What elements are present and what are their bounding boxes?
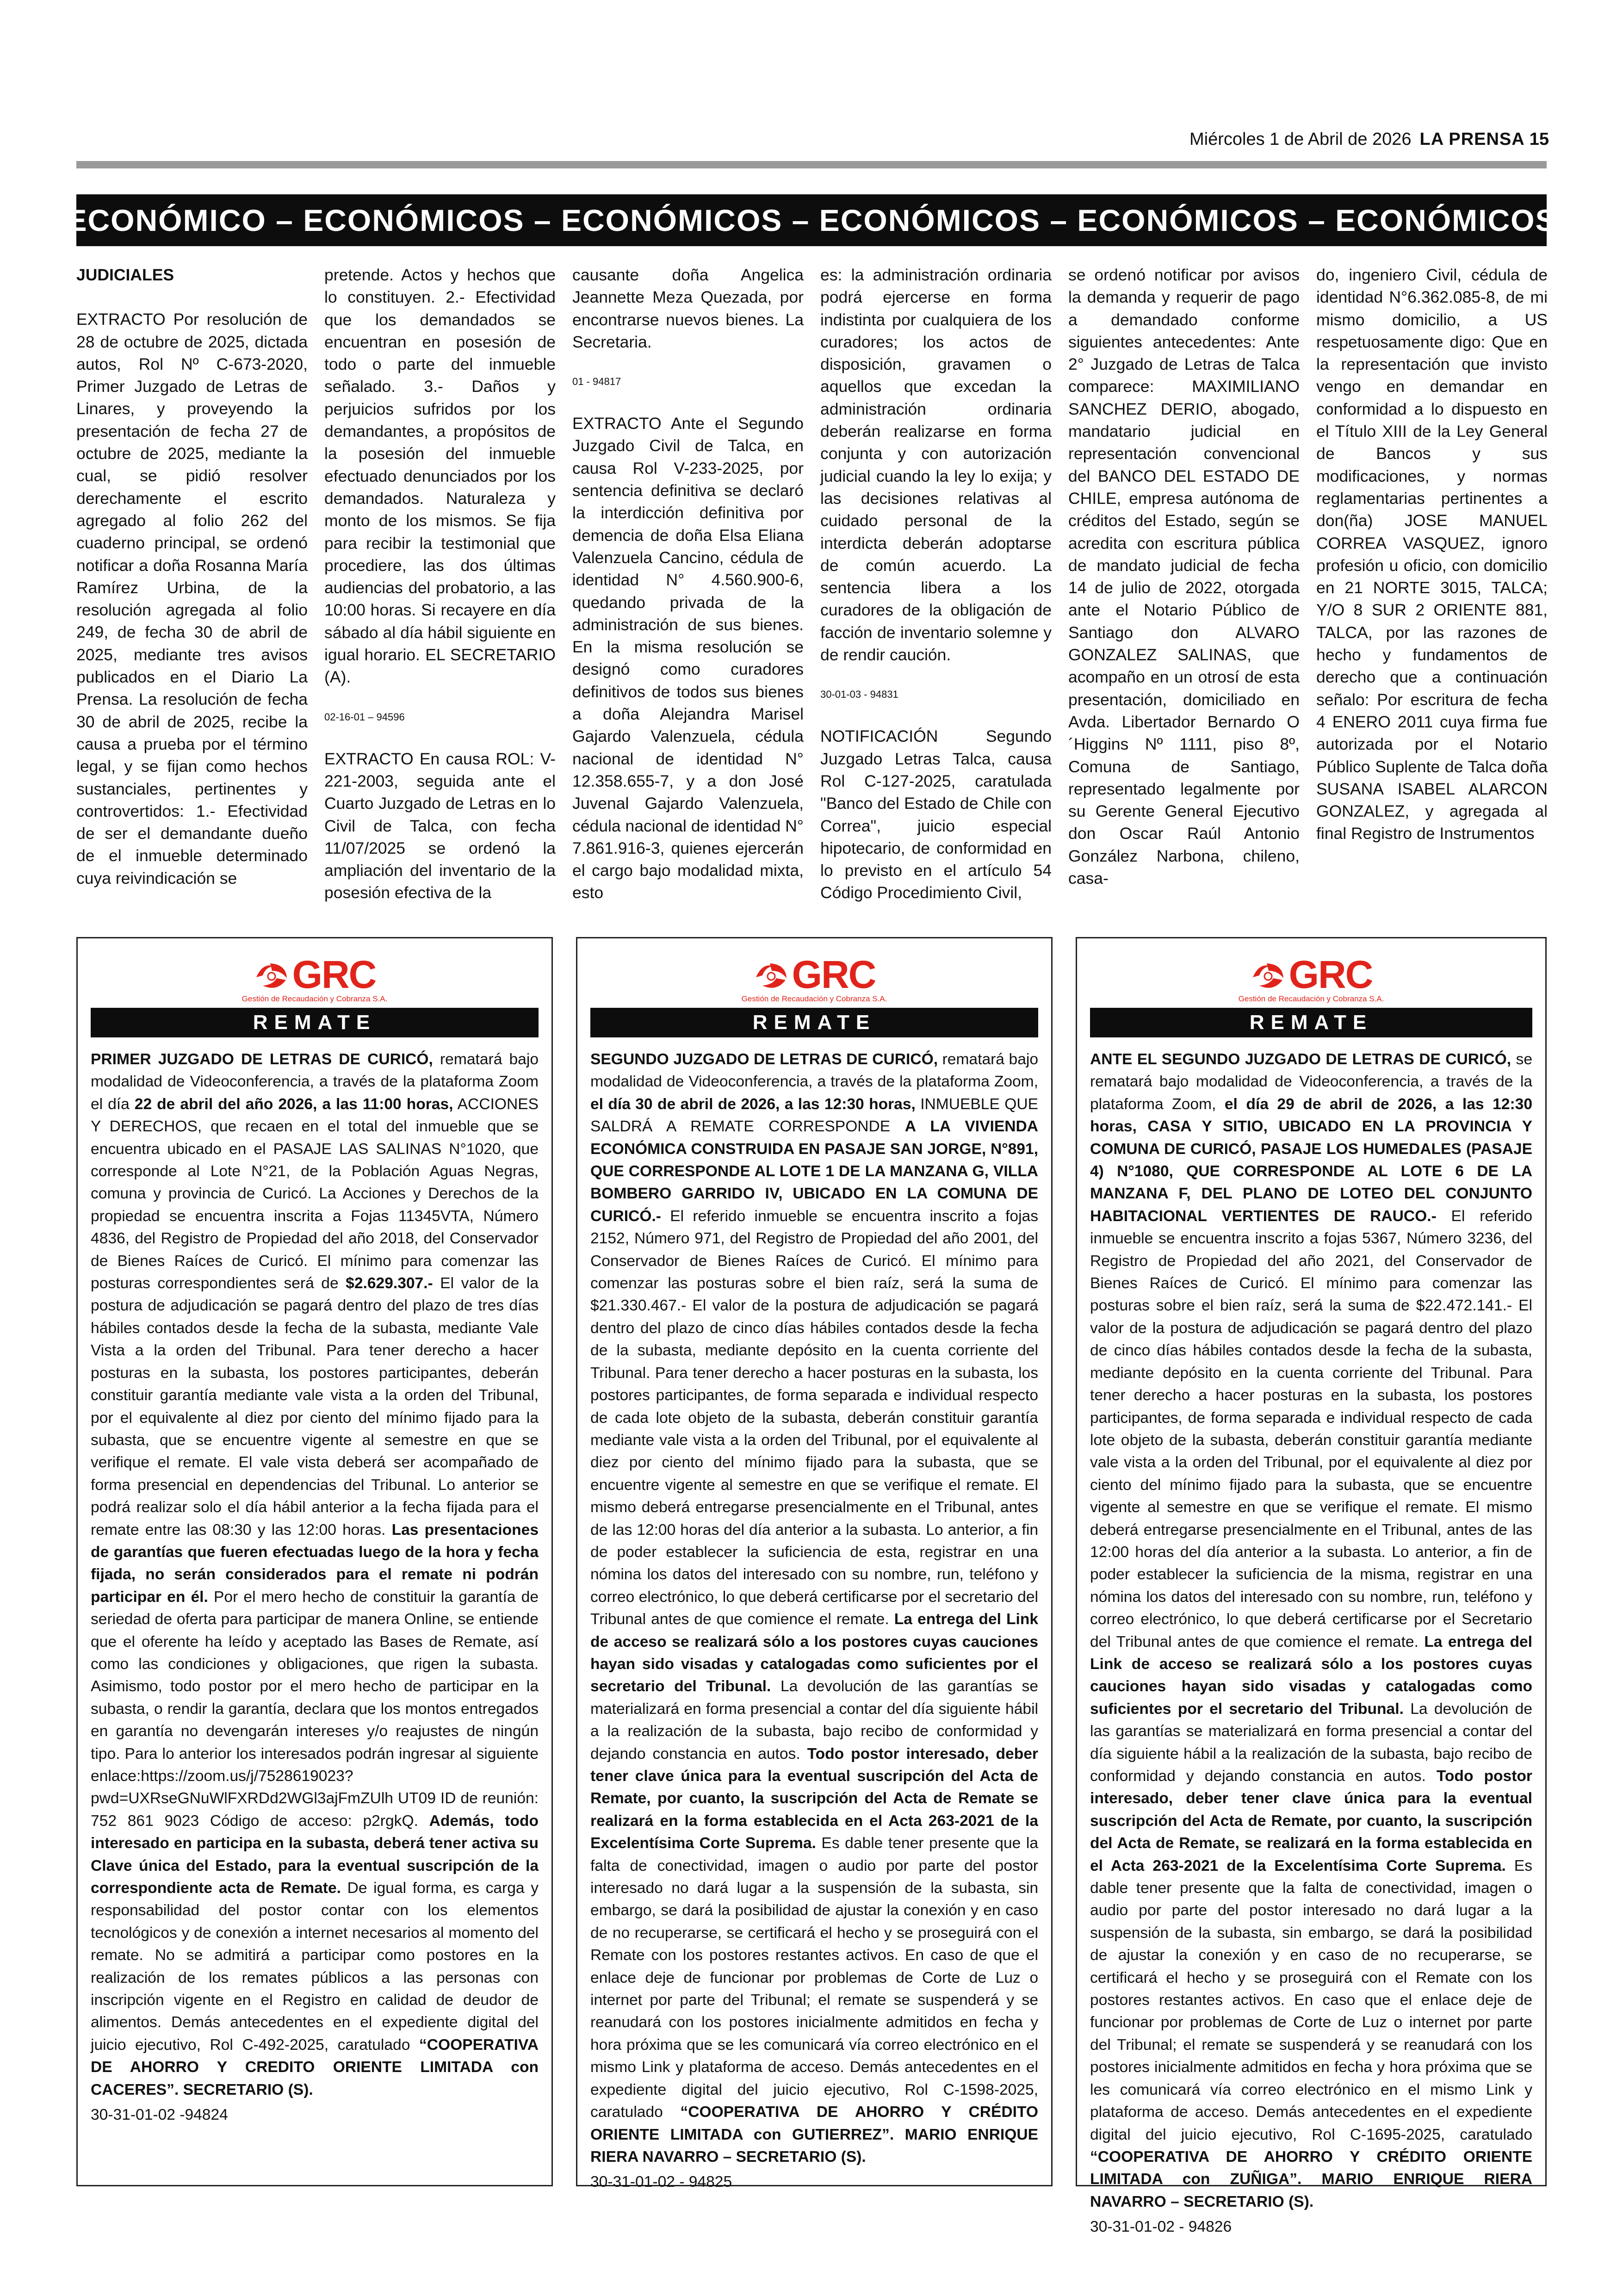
ad-text-bold: ANTE EL SEGUNDO JUZGADO DE LETRAS DE CURICÓ, [1090,1051,1511,1068]
remate-heading: REMATE [590,1008,1038,1037]
column-4 [820,264,1052,902]
ad-code: 30-31-01-02 - 94825 [590,2173,732,2191]
ad-text: se rematará bajo modalidad de Videoconferencia, a través de la plataforma Zoom, [1090,1051,1532,1113]
logo-wordmark: GRC [792,953,876,996]
logo-tagline: Gestión de Recaudación y Cobranza S.A. [242,994,388,1003]
ad-body [91,1049,539,2127]
notice-text: pretende. Actos y hechos que lo constituyen. 2.- Efectividad que los demandados se encuentran en posesión de todo o parte del inmueble señalado. 3.- Daños y perjuicios sufridos por los demandantes, a propósitos de la posesión del inmueble efectuado denunciados por los demandados. Naturaleza y monto de los mismos. Se fija para recibir la testimonial que procediere, las dos últimas audiencias del probatorio, a las 10:00 horas. Si recayere en día sábado al día hábil siguiente en igual horario. EL SECRETARIO (A). [324,266,556,687]
ad-text-bold: Todo postor interesado, deber tener clave única para la eventual suscripción del Acta de Remate, por cuanto, la suscripción del Acta de Remate se realizará en la forma establecida en el Acta 263-2021 de la Excelentísima Corte Suprema. [590,1745,1038,1852]
notice-text: causante doña Angelica Jeannette Meza Quezada, por encontrarse nuevos bienes. La Secretaria. [572,266,804,351]
ad-text: El referido inmueble se encuentra inscrito a fojas 2152, Número 971, del Registro de Propiedad del año 2001, del Conservador de Bienes Raíces de Curicó. El mínimo para comenzar las posturas sobre el bien raíz, será la suma de $21.330.467.- El valor de la postura de adjudicación se pagará dentro del plazo de cinco días hábiles contados desde la fecha de la subasta, mediante depósito en la cuenta corriente del Tribunal. Para tener derecho a hacer posturas en la subasta, los postores participantes, de forma separada e individual respecto de cada lote objeto de la subasta, deberán constituir garantía mediante vale vista a la orden del Tribunal, por el equivalente al diez por ciento del mínimo fijado para la subasta, que se encuentre vigente al semestre en que se verifique el remate. El mismo deberá entregarse presencialmente en el Tribunal, antes de las 12:00 horas del día anterior a la subasta. Lo anterior, a fin de poder establecer la suficiencia de esta, registrar en una nómina los datos del interesado con su nombre, run, teléfono y correo electrónico, lo que deberá certificarse por el secretario del Tribunal antes de que comience el remate. [590,1207,1038,1628]
ad-body [1090,1049,1532,2239]
column-3 [572,264,804,902]
ad-text-bold: Además, todo interesado en participa en la subasta, deberá tener activa su Clave única del Estado, para la eventual suscripción de la correspondiente acta de Remate. [91,1812,539,1897]
issue-date: Miércoles 1 de Abril de 2026 [1189,130,1412,149]
ad-text-bold: Todo postor interesado, deber tener clave única para la eventual suscripción del Acta de Remate, por cuanto, la suscripción del Acta de Remate, se realizará en la forma establecida en el Acta 263-2021 de la Excelentísima Corte Suprema. [1090,1768,1532,1874]
notice-code: 02-16-01 – 94596 [324,711,405,723]
remate-ad-3 [1076,937,1547,2236]
ad-text: El valor de la postura de adjudicación se pagará dentro del plazo de tres días hábiles contados desde la fecha de la subasta, mediante Vale Vista a la orden del Tribunal. Para tener derecho a hacer posturas en la subasta, los postores participantes, deberán constituir garantía mediante vale vista a la orden del Tribunal, por el equivalente al diez por ciento del mínimo fijado para la subasta, que se encuentre vigente al semestre en que se verifique el remate. El vale vista deberá ser acompañado de forma presencial en dependencias del Tribunal. Lo anterior se podrá realizar solo el día hábil anterior a la fecha fijada para el remate entre las 08:30 y las 12:00 horas. [91,1275,539,1539]
ad-text-bold: La entrega del Link de acceso se realizará sólo a los postores cuyas cauciones hayan sido visadas y catalogadas como suficientes por el secretario del Tribunal. [1090,1633,1532,1718]
ad-text: ACCIONES Y DERECHOS, que recaen en el total del inmueble que se encuentra ubicado en el PASAJE LAS SALINAS N°1020, que corresponde al Lote N°21, de la Población Aguas Negras, comuna y provincia de Curicó. La Acciones y Derechos de la propiedad se encuentra inscrita a Fojas 11345VTA, Número 4836, del Registro de Propiedad del año 2018, del Conservador de Bienes Raíces de Curicó. El mínimo para comenzar las posturas correspondientes será de [91,1095,539,1292]
ad-text: rematará bajo modalidad de Videoconferencia, a través de la plataforma Zoom el día [91,1051,539,1113]
ad-text: Es dable tener presente que la falta de conectividad, imagen o audio por parte del postor interesado no dará lugar a la suspensión de la subasta, sin embargo, se dará la posibilidad de ajustar la conexión y en caso de no recuperarse, se certificará el hecho y se proseguirá con el Remate con los postores restantes activos. En caso que el enlace deje de funcionar por problemas de Corte de Luz o internet por parte del Tribunal; el remate se suspenderá y se reanudará con los postores inicialmente admitidos en fecha y hora próxima que se les comunicará vía correo electrónico en el mismo Link y plataforma de acceso. Demás antecedentes en el expediente digital del juicio ejecutivo, Rol C-1695-2025, caratulado [1090,1857,1532,2143]
page-header [1189,130,1549,149]
notice-text: NOTIFICACIÓN Segundo Juzgado Letras Talca, causa Rol C-127-2025, caratulada "Banco del Estado de Chile con Correa", juicio especial hipotecario, de conformidad en lo previsto en el artículo 54 Código Procedimiento Civil, [820,727,1052,902]
section-title: JUDICIALES [76,266,174,284]
notice-text: EXTRACTO Por resolución de 28 de octubre de 2025, dictada autos, Rol Nº C-673-2020, Primer Juzgado de Letras de Linares, y proveyendo la presentación de fecha 27 de octubre de 2025, mediante la cual, se pidió resolver derechamente el escrito agregado al folio 262 del cuaderno principal, se ordenó notificar a doña Rosanna María Ramírez Urbina, de la resolución agregada al folio 249, de fecha 30 de abril de 2025, mediante tres avisos publicados en el Diario La Prensa. La resolución de fecha 30 de abril de 2025, recibe la causa a prueba por el término legal, y se fijan como hechos sustanciales, pertinentes y controvertidos: 1.- Efectividad de ser el demandante dueño de el inmueble determinado cuya reivindicación se [76,310,308,887]
remate-heading: REMATE [1090,1008,1532,1037]
ad-text-bold: SEGUNDO JUZGADO DE LETRAS DE CURICÓ, [590,1051,938,1068]
remate-ad-2 [576,937,1053,2191]
ad-text-bold: $2.629.307.- [346,1275,433,1292]
ad-text-bold: el día 30 de abril de 2026, a las 12:30 horas, [590,1095,916,1113]
ad-text-bold: A LA VIVIENDA ECONÓMICA CONSTRUIDA EN PASAJE SAN JORGE, N°891, QUE CORRESPONDE AL LOTE 1 DE LA MANZANA G, VILLA BOMBERO GARRIDO IV, UBICADO EN LA COMUNA DE CURICÓ.- [590,1118,1038,1225]
grc-logo [78,952,551,1004]
ad-text-bold: “COOPERATIVA DE AHORRO Y CRÉDITO ORIENTE LIMITADA con ZUÑIGA”. MARIO ENRIQUE RIERA NAVARRO – SECRETARIO (S). [1090,2148,1532,2210]
ad-text-bold: La entrega del Link de acceso se realizará sólo a los postores cuyas cauciones hayan sido visadas y catalogadas como suficientes por el secretario del Tribunal. [590,1611,1038,1695]
ad-text: La devolución de las garantías se materializará en forma presencial a contar del día siguiente hábil a la realización de la subasta, bajo recibo de conformidad y dejando constancia en autos. [590,1678,1038,1762]
ad-text: INMUEBLE QUE SALDRÁ A REMATE CORRESPONDE [590,1095,1039,1136]
ad-text: De igual forma, es carga y responsabilidad del postor contar con los elementos tecnológicos y de conexión a internet necesarios al momento del remate. No se admitirá a participar como postores en la realización de los remates públicos a las personas con inscripción vigente en el Registro en calidad de deudor de alimentos. Demás antecedentes en el expediente digital del juicio ejecutivo, Rol C-492-2025, caratulado [91,1880,539,2054]
ad-text-bold: “COOPERATIVA DE AHORRO Y CREDITO ORIENTE LIMITADA con CACERES”. SECRETARIO (S). [91,2036,539,2098]
section-banner: ECONÓMICO – ECONÓMICOS – ECONÓMICOS – ECONÓMICOS – ECONÓMICOS – ECONÓMICOS [76,194,1547,246]
notice-code: 01 - 94817 [572,376,621,388]
column-2 [324,264,556,902]
grc-logo [577,952,1051,1004]
grc-emblem-icon [753,960,789,990]
column-1 [76,264,308,895]
notice-text: es: la administración ordinaria podrá ejercerse en forma indistinta por cualquiera de los curadores; los actos de disposición, gravamen o aquellos que excedan la administración ordinaria deberán realizarse en forma conjunta y con autorización judicial cuando la ley lo exija; y las decisiones relativas al cuidado personal de la interdicta deberán adoptarse de común acuerdo. La sentencia libera a los curadores de la obligación de facción de inventario solemne y de rendir caución. [820,266,1052,664]
page-number: 15 [1529,130,1549,149]
notice-text: se ordenó notificar por avisos la demanda y requerir de pago a demandado conforme siguientes antecedentes: Ante 2° Juzgado de Letras de Talca comparece: MAXIMILIANO SANCHEZ DERIO, abogado, mandatario judicial en representación convencional del BANCO DEL ESTADO DE CHILE, empresa autónoma de créditos del Estado, según se acredita con escritura pública de mandato judicial de fecha 14 de julio de 2022, otorgada ante el Notario Público de Santiago don ALVARO GONZALEZ SALINAS, que acompaño en un otrosí de esta presentación, domiciliado en Avda. Libertador Bernardo O´Higgins Nº 1111, piso 8º, Comuna de Santiago, representado legalmente por su Gerente General Ejecutivo don Oscar Raúl Antonio González Narbona, chileno, casa- [1068,266,1300,888]
ad-text-bold: “COOPERATIVA DE AHORRO Y CRÉDITO ORIENTE LIMITADA con GUTIERREZ”. MARIO ENRIQUE RIERA NAVARRO – SECRETARIO (S). [590,2104,1038,2166]
ad-text-bold: el día 29 de abril de 2026, a las 12:30 horas, CASA Y SITIO, UBICADO EN LA PROVINCIA Y COMUNA DE CURICÓ, PASAJE LOS HUMEDALES (PASAJE 4) N°1080, QUE CORRESPONDE AL LOTE 6 DE LA MANZANA F, DEL PLANO DE LOTEO DEL CONJUNTO HABITACIONAL VERTIENTES DE RAUCO.- [1090,1095,1532,1225]
column-5 [1068,264,1300,895]
ad-text: Por el mero hecho de constituir la garantía de seriedad de oferta para participar de manera Online, se entiende que el oferente ha leído y aceptado las Bases de Remate, así como las condiciones y obligaciones, que rigen la subasta. Asimismo, todo postor por el mero hecho de participar en la subasta, o rendir la garantía, declara que los montos entregados en garantía no devengarán intereses y/o reajustes de ningún tipo. Para lo anterior los interesados podrán ingresar al siguiente enlace:https://zoom.us/j/7528619023?pwd=UXRseGNuWlFXRDd2WGl3ajFmZUlh UT09 ID de reunión: 752 861 9023 Código de acceso: p2rgkQ. [91,1588,539,1830]
remate-ad-1 [76,937,553,2186]
logo-tagline: Gestión de Recaudación y Cobranza S.A. [1238,994,1384,1003]
column-6 [1316,264,1548,895]
logo-wordmark: GRC [292,953,376,996]
logo-tagline: Gestión de Recaudación y Cobranza S.A. [741,994,887,1003]
logo-wordmark: GRC [1288,953,1373,996]
remate-heading: REMATE [91,1008,539,1037]
notice-text: EXTRACTO Ante el Segundo Juzgado Civil de Talca, en causa Rol V-233-2025, por sentencia definitiva se declaró la interdicción definitiva por demencia de doña Elsa Eliana Valenzuela Cancino, cédula de identidad N° 4.560.900-6, quedando privada de la administración de sus bienes. En la misma resolución se designó como curadores definitivos de todos sus bienes a doña Alejandra Marisel Gajardo Valenzuela, cédula nacional de identidad N° 12.358.655-7, y a don José Juvenal Gajardo Valenzuela, cédula nacional de identidad N° 7.861.916-3, quienes ejercerán el cargo bajo modalidad mixta, esto [572,414,804,902]
grc-emblem-icon [254,960,290,990]
ad-text: El referido inmueble se encuentra inscrito a fojas 5367, Número 3236, del Registro de Propiedad del año 2021, del Conservador de Bienes Raíces de Curicó. El mínimo para comenzar las posturas sobre el bien raíz, será la suma de $22.472.141.- El valor de la postura de adjudicación se pagará dentro del plazo de cinco días hábiles contados desde la fecha de la subasta, mediante depósito en la cuenta corriente del Tribunal. Para tener derecho a hacer posturas en la subasta, los postores participantes, de forma separada e individual respecto de cada lote objeto de la subasta, deberán constituir garantía mediante vale vista a la orden del Tribunal, por el equivalente al diez por ciento del mínimo fijado para la subasta, que se encuentre vigente al semestre en que se verifique el remate. El mismo deberá entregarse presencialmente en el Tribunal, antes de las 12:00 horas del día anterior a la subasta. Lo anterior, a fin de poder establecer la suficiencia de la misma, registrar en una nómina los datos del interesado con su nombre, run, teléfono y correo electrónico, lo que deberá certificarse por el Secretario del Tribunal antes de que comience el remate. [1090,1207,1532,1651]
ad-text-bold: PRIMER JUZGADO DE LETRAS DE CURICÓ, [91,1051,433,1068]
ad-text: Es dable tener presente que la falta de conectividad, imagen o audio por parte del postor interesado no dará lugar a la suspensión de la subasta, sin embargo, se dará la posibilidad de ajustar la conexión y en caso de no recuperarse, se certificará el hecho y se proseguirá con el Remate con los postores restantes activos. En caso de que el enlace deje de funcionar por problemas de Corte de Luz o internet por parte del Tribunal; el remate se suspenderá y se reanudará con los postores inicialmente admitidos en fecha y hora próxima que se les comunicará vía correo electrónico en el mismo Link y plataforma de acceso. Demás antecedentes en el expediente digital del juicio ejecutivo, Rol C-1598-2025, caratulado [590,1835,1039,2121]
ad-text-bold: 22 de abril del año 2026, a las 11:00 horas, [134,1095,453,1113]
grc-emblem-icon [1250,960,1286,990]
ad-text: La devolución de las garantías se materializará en forma presencial a contar del día siguiente hábil a la realización de la subasta, bajo recibo de conformidad y dejando constancia en autos. [1090,1700,1533,1785]
header-rule [76,161,1547,168]
ad-text-bold: Las presentaciones de garantías que fueren efectuadas luego de la hora y fecha fijada, no serán considerados para el remate ni podrán participar en él. [91,1521,539,1606]
publication-name: LA PRENSA [1419,130,1525,149]
notice-code: 30-01-03 - 94831 [820,689,898,701]
ad-code: 30-31-01-02 -94824 [91,2106,228,2124]
notice-text: do, ingeniero Civil, cédula de identidad N°6.362.085-8, de mi mismo domicilio, a US respetuosamente digo: Que en la representación que invisto vengo en demandar en conformidad a lo dispuesto en el Título XIII de la Ley General de Bancos y sus modificaciones, y normas reglamentarias pertinentes a don(ña) JOSE MANUEL CORREA VASQUEZ, ignoro profesión u oficio, con domicilio en 21 NORTE 3015, TALCA; Y/O 8 SUR 2 ORIENTE 881, TALCA, por las razones de hecho y fundamentos de derecho que a continuación señalo: Por escritura de fecha 4 ENERO 2011 cuya firma fue autorizada por el Notario Público Suplente de Talca doña SUSANA ISABEL ALARCON GONZALEZ, y agregada al final Registro de Instrumentos [1316,266,1548,843]
ad-code: 30-31-01-02 - 94826 [1090,2218,1232,2236]
ad-body [590,1049,1038,2194]
notice-text: EXTRACTO En causa ROL: V-221-2003, seguida ante el Cuarto Juzgado de Letras en lo Civil de Talca, con fecha 11/07/2025 se ordenó la ampliación del inventario de la posesión efectiva de la [324,749,556,902]
grc-logo [1077,952,1545,1004]
ad-text: rematará bajo modalidad de Videoconferencia, a través de la plataforma Zoom, [590,1051,1038,1091]
